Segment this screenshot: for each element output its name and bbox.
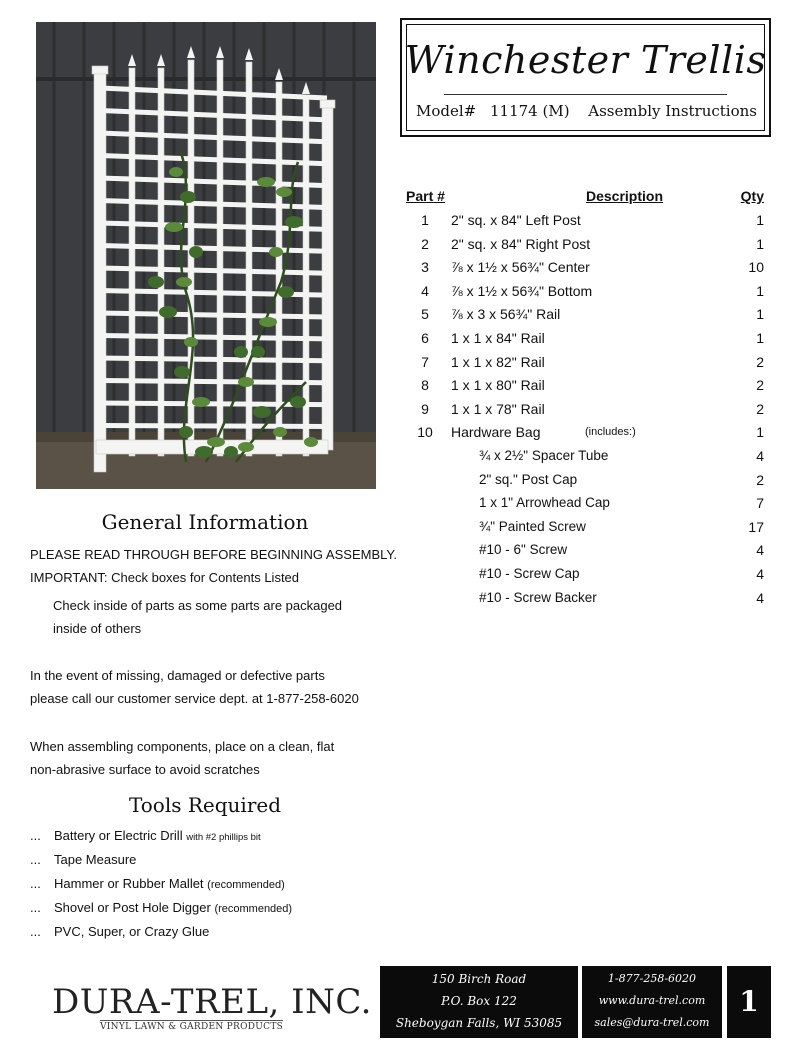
leaf xyxy=(184,337,198,347)
part-qty: 1 xyxy=(756,424,764,441)
part-qty: 1 xyxy=(756,235,764,252)
horizontal-rail xyxy=(100,381,327,383)
leaf xyxy=(195,446,213,458)
tool-note: (recommended) xyxy=(207,879,285,891)
address-street: 150 Birch Road xyxy=(431,972,527,986)
leaf xyxy=(238,442,254,452)
leaf xyxy=(148,276,164,288)
hardware-description: 1 x 1" Arrowhead Cap xyxy=(479,495,610,511)
model-number: 11174 (M) xyxy=(490,102,570,120)
page-number: 1 xyxy=(727,966,771,1038)
vertical-picket xyxy=(158,68,164,456)
footer-contact xyxy=(582,966,722,1038)
hardware-description: #10 - 6" Screw xyxy=(479,542,568,558)
part-description: 1 x 1 x 78" Rail xyxy=(451,400,545,417)
notice-line-4: inside of others xyxy=(53,621,142,636)
hardware-qty: 7 xyxy=(756,495,764,512)
leaf xyxy=(278,286,294,298)
leaf xyxy=(257,177,275,187)
parts-table xyxy=(400,188,770,613)
parts-row xyxy=(400,306,770,330)
part-number: 7 xyxy=(421,353,429,370)
part-description: ⅞ x 3 x 56¾" Rail xyxy=(451,306,561,323)
leaf xyxy=(259,317,277,327)
part-qty: 10 xyxy=(748,259,764,276)
part-qty: 1 xyxy=(756,306,764,323)
hardware-description: #10 - Screw Backer xyxy=(479,589,597,605)
tool-label: Tape Measure xyxy=(54,852,137,867)
part-number: 6 xyxy=(421,329,429,346)
parts-row xyxy=(400,377,770,401)
model-label: Model# xyxy=(416,102,477,120)
bullet-dots: ... xyxy=(30,852,41,867)
part-number: 3 xyxy=(421,259,429,276)
address-pobox: P.O. Box 122 xyxy=(441,994,517,1008)
parts-row xyxy=(400,283,770,307)
part-qty: 1 xyxy=(756,212,764,228)
bullet-dots: ... xyxy=(30,900,41,915)
vertical-picket xyxy=(129,68,135,456)
leaf xyxy=(165,222,183,232)
post-cap xyxy=(92,66,108,74)
footer-address xyxy=(380,966,578,1038)
right-post xyxy=(322,104,333,450)
part-number: 8 xyxy=(421,377,429,394)
hardware-qty: 17 xyxy=(748,518,764,535)
notice-line-7: When assembling components, place on a clean, flat xyxy=(30,739,335,754)
contact-phone: 1-877-258-6020 xyxy=(607,972,697,985)
col-part-number: Part # xyxy=(406,188,445,204)
parts-row xyxy=(400,401,770,425)
part-description: 1 x 1 x 84" Rail xyxy=(451,329,545,346)
bullet-dots: ... xyxy=(30,876,41,891)
left-post xyxy=(94,70,106,472)
leaf xyxy=(238,377,254,387)
leaf xyxy=(179,426,193,438)
part-number: 5 xyxy=(421,306,429,323)
hardware-row xyxy=(400,472,770,496)
part-qty: 1 xyxy=(756,282,764,299)
leaf xyxy=(207,437,225,447)
horizontal-rail xyxy=(100,426,327,427)
title-divider xyxy=(444,94,727,95)
leaf xyxy=(189,246,203,258)
horizontal-rail xyxy=(100,336,327,339)
part-number: 4 xyxy=(421,282,429,299)
hardware-description: ¾ x 2½" Spacer Tube xyxy=(479,447,609,463)
leaf xyxy=(285,216,303,228)
part-description: ⅞ x 1½ x 56¾" Center xyxy=(451,259,590,276)
leaf xyxy=(234,346,248,358)
hardware-qty: 4 xyxy=(756,447,764,464)
leaf xyxy=(304,437,318,447)
bullet-dots: ... xyxy=(30,924,41,939)
part-number: 2 xyxy=(421,235,429,252)
address-city: Sheboygan Falls, WI 53085 xyxy=(395,1016,563,1030)
notice-line-3: Check inside of parts as some parts are packaged xyxy=(53,598,343,613)
tool-item xyxy=(30,852,136,867)
hardware-qty: 4 xyxy=(756,542,764,559)
tool-label: Hammer or Rubber Mallet xyxy=(54,876,204,891)
leaf xyxy=(192,397,210,407)
part-description: 1 x 1 x 80" Rail xyxy=(451,377,545,394)
notice-line-8: non-abrasive surface to avoid scratches xyxy=(30,762,260,777)
notice-line-2: IMPORTANT: Check boxes for Contents Listed xyxy=(30,570,300,585)
col-qty: Qty xyxy=(740,188,764,204)
hardware-row xyxy=(400,495,770,519)
logo-tagline: VINYL LAWN & GARDEN PRODUCTS xyxy=(100,1022,284,1032)
parts-row xyxy=(400,330,770,354)
horizontal-rail xyxy=(100,358,327,361)
vertical-picket xyxy=(246,62,252,456)
parts-row xyxy=(400,424,770,448)
contact-website[interactable]: www.dura-trel.com xyxy=(598,994,706,1007)
part-qty: 2 xyxy=(756,353,764,370)
doc-type: Assembly Instructions xyxy=(588,102,757,120)
part-qty: 1 xyxy=(756,329,764,346)
vertical-picket xyxy=(188,60,194,456)
tool-item xyxy=(30,876,285,891)
tool-label: Shovel or Post Hole Digger xyxy=(54,900,211,915)
tool-item xyxy=(30,924,209,939)
hardware-row xyxy=(400,542,770,566)
hardware-qty: 2 xyxy=(756,471,764,488)
leaf xyxy=(290,396,306,408)
leaf xyxy=(253,406,271,418)
leaf xyxy=(159,306,177,318)
notice-line-1: PLEASE READ THROUGH BEFORE BEGINNING ASSEMBLY. xyxy=(30,547,397,562)
tools-heading: Tools Required xyxy=(128,793,282,817)
parts-row xyxy=(400,212,770,236)
leaf xyxy=(174,366,190,378)
product-photo xyxy=(36,22,376,489)
part-description: ⅞ x 1½ x 56¾" Bottom xyxy=(451,282,593,299)
parts-row xyxy=(400,236,770,260)
post-cap xyxy=(320,100,335,108)
part-number: 9 xyxy=(421,400,429,417)
tool-item xyxy=(30,900,292,915)
part-number: 10 xyxy=(417,424,433,441)
part-qty: 2 xyxy=(756,400,764,417)
contact-email[interactable]: sales@dura-trel.com xyxy=(594,1016,710,1029)
part-qty: 2 xyxy=(756,377,764,394)
tool-note: with #2 phillips bit xyxy=(186,832,261,843)
part-description: 2" sq. x 84" Right Post xyxy=(451,235,591,252)
parts-header-row xyxy=(400,188,770,212)
logo-wordmark: DURA-TREL, INC. xyxy=(52,982,372,1022)
hardware-description: 2" sq." Post Cap xyxy=(479,471,578,487)
part-description: Hardware Bag xyxy=(451,424,541,441)
parts-row xyxy=(400,354,770,378)
part-number: 1 xyxy=(421,212,429,228)
leaf xyxy=(276,187,292,197)
part-note: (includes:) xyxy=(585,426,636,439)
hardware-row xyxy=(400,448,770,472)
title-box xyxy=(400,18,771,137)
trellis-image xyxy=(36,22,376,489)
company-logo xyxy=(52,968,372,1038)
notice-line-6: please call our customer service dept. at 1-877-258-6020 xyxy=(30,691,359,706)
tool-note: (recommended) xyxy=(214,903,293,915)
leaf xyxy=(269,247,283,257)
leaf xyxy=(176,277,192,287)
hardware-description: #10 - Screw Cap xyxy=(479,565,580,581)
parts-row xyxy=(400,259,770,283)
leaf xyxy=(224,446,238,458)
hardware-row xyxy=(400,590,770,614)
leaf xyxy=(180,191,196,203)
product-title: Winchester Trellis xyxy=(404,38,767,82)
tool-label: PVC, Super, or Crazy Glue xyxy=(54,924,210,939)
part-description: 2" sq. x 84" Left Post xyxy=(451,212,581,228)
tool-item xyxy=(30,828,261,843)
hardware-qty: 4 xyxy=(756,565,764,582)
leaf xyxy=(251,346,265,358)
tool-label: Battery or Electric Drill xyxy=(54,828,183,843)
hardware-qty: 4 xyxy=(756,589,764,606)
leaf xyxy=(169,167,183,177)
part-description: 1 x 1 x 82" Rail xyxy=(451,353,545,370)
vertical-picket xyxy=(217,60,223,456)
notice-line-5: In the event of missing, damaged or defective parts xyxy=(30,668,325,683)
col-description: Description xyxy=(586,188,664,204)
hardware-row xyxy=(400,566,770,590)
hardware-description: ¾" Painted Screw xyxy=(479,518,586,534)
bullet-dots: ... xyxy=(30,828,41,843)
leaf xyxy=(273,427,287,437)
hardware-row xyxy=(400,519,770,543)
general-info-heading: General Information xyxy=(101,510,309,534)
